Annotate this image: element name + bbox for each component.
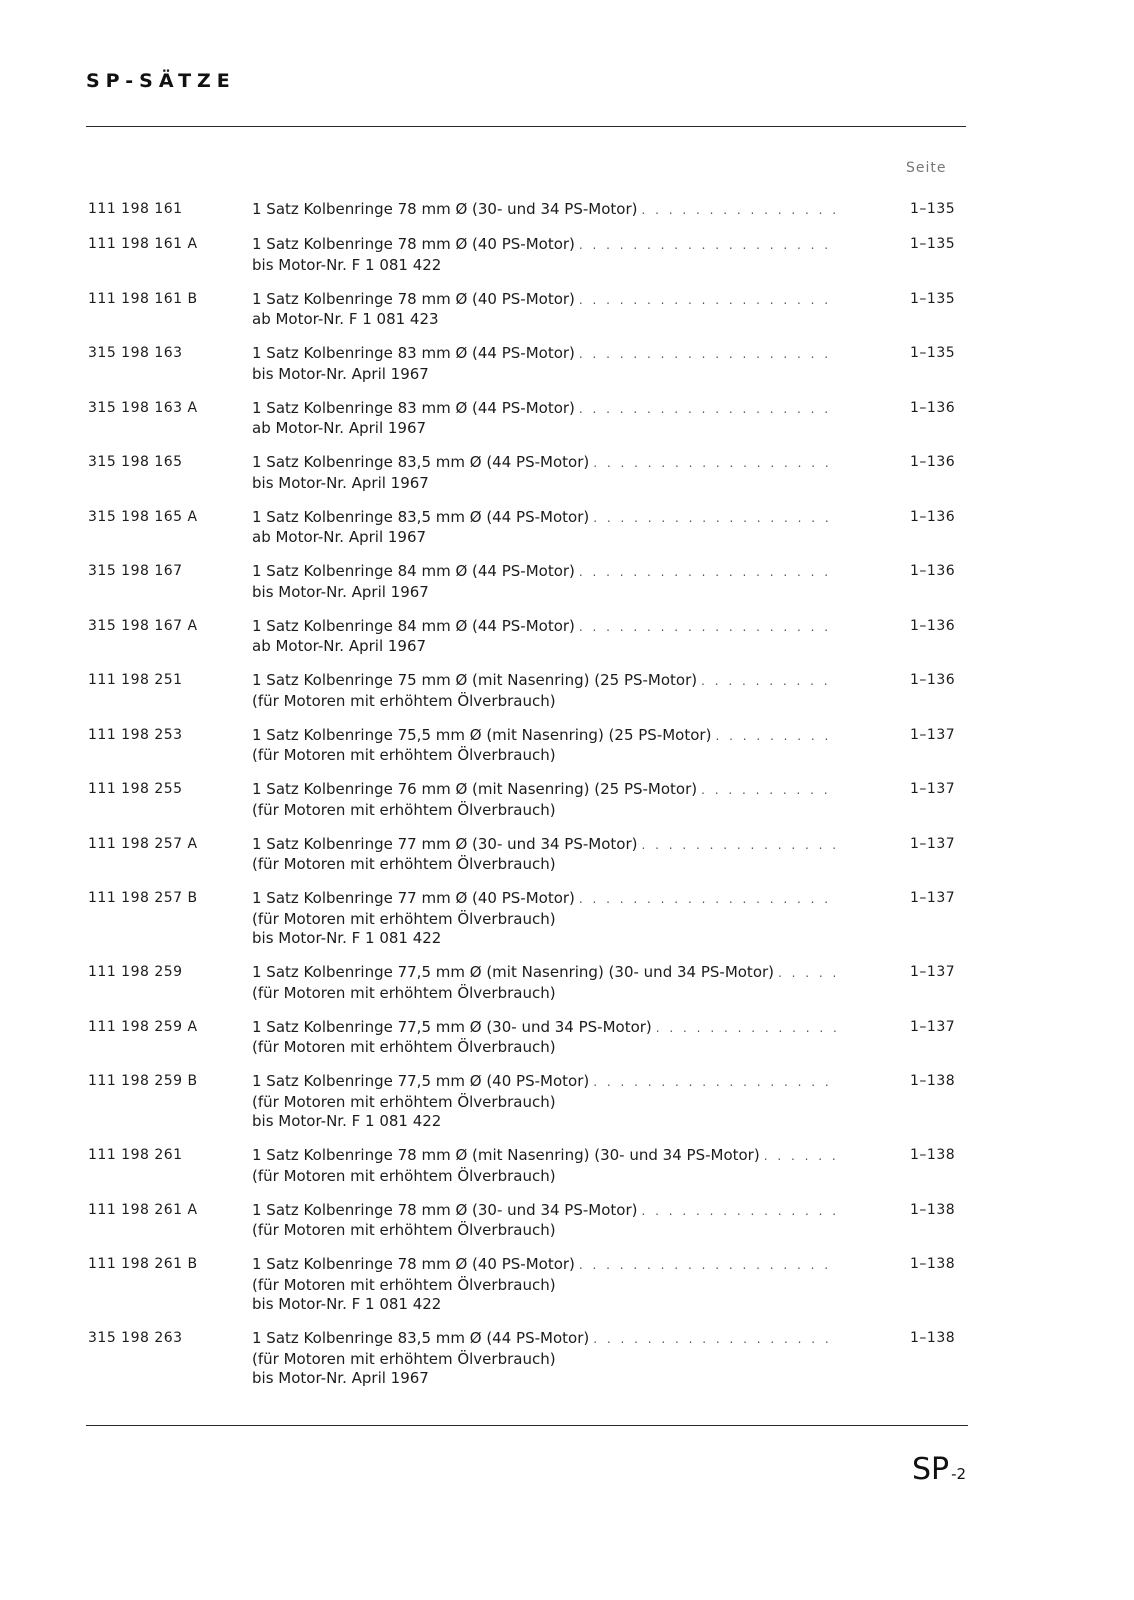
description-text: 1 Satz Kolbenringe 75 mm Ø (mit Nasenring) (25 PS-Motor) bbox=[252, 671, 698, 689]
part-description bbox=[252, 200, 837, 221]
part-description bbox=[252, 235, 837, 275]
part-number: 111 198 251 bbox=[88, 672, 183, 688]
part-number: 111 198 161 bbox=[88, 201, 183, 217]
dot-leader bbox=[637, 1202, 837, 1222]
part-description bbox=[252, 671, 837, 711]
page-reference: 1–136 bbox=[910, 617, 956, 634]
description-note: bis Motor-Nr. April 1967 bbox=[252, 582, 429, 601]
description-text: 1 Satz Kolbenringe 78 mm Ø (mit Nasenring) (30- und 34 PS-Motor) bbox=[252, 1146, 760, 1164]
part-description bbox=[252, 1072, 837, 1132]
description-note: bis Motor-Nr. F 1 081 422 bbox=[252, 1112, 442, 1130]
description-note: (für Motoren mit erhöhtem Ölverbrauch) bbox=[252, 1166, 556, 1185]
part-description bbox=[252, 889, 837, 949]
description-note: bis Motor-Nr. April 1967 bbox=[252, 1369, 429, 1387]
part-description bbox=[252, 780, 837, 820]
description-text: 1 Satz Kolbenringe 83 mm Ø (44 PS-Motor) bbox=[252, 344, 575, 362]
page-reference: 1–137 bbox=[910, 835, 956, 852]
description-text: 1 Satz Kolbenringe 76 mm Ø (mit Nasenring) (25 PS-Motor) bbox=[252, 780, 698, 798]
description-text: 1 Satz Kolbenringe 78 mm Ø (40 PS-Motor) bbox=[252, 289, 575, 308]
part-number: 111 198 259 bbox=[88, 964, 183, 980]
description-note: bis Motor-Nr. F 1 081 422 bbox=[252, 1295, 442, 1313]
part-number: 111 198 261 B bbox=[88, 1256, 198, 1272]
part-number: 111 198 257 A bbox=[88, 835, 198, 852]
page-reference: 1–136 bbox=[910, 672, 956, 688]
page-reference: 1–135 bbox=[910, 345, 956, 361]
dot-leader bbox=[575, 236, 837, 256]
description-note: (für Motoren mit erhöhtem Ölverbrauch) bbox=[252, 691, 556, 710]
description-note: bis Motor-Nr. F 1 081 422 bbox=[252, 255, 442, 274]
part-description bbox=[252, 835, 837, 875]
part-number: 111 198 161 B bbox=[88, 290, 198, 307]
part-description bbox=[252, 1255, 837, 1315]
page-reference: 1–137 bbox=[910, 726, 956, 743]
page-reference: 1–137 bbox=[910, 1018, 956, 1035]
description-note: (für Motoren mit erhöhtem Ölverbrauch) bbox=[252, 746, 556, 764]
page-reference: 1–135 bbox=[910, 201, 956, 217]
part-description bbox=[252, 399, 837, 439]
description-text: 1 Satz Kolbenringe 83,5 mm Ø (44 PS-Motor) bbox=[252, 507, 590, 526]
description-text: 1 Satz Kolbenringe 78 mm Ø (30- und 34 PS-Motor) bbox=[252, 200, 638, 218]
dot-leader bbox=[652, 1019, 837, 1039]
header-divider bbox=[86, 126, 966, 127]
dot-leader bbox=[637, 201, 837, 221]
part-description bbox=[252, 617, 837, 657]
description-text: 1 Satz Kolbenringe 83,5 mm Ø (44 PS-Motor) bbox=[252, 453, 590, 471]
dot-leader bbox=[589, 1073, 837, 1093]
description-note: (für Motoren mit erhöhtem Ölverbrauch) bbox=[252, 1221, 556, 1239]
dot-leader bbox=[697, 781, 837, 801]
description-note: (für Motoren mit erhöhtem Ölverbrauch) bbox=[252, 855, 556, 873]
part-description bbox=[252, 1018, 837, 1058]
description-text: 1 Satz Kolbenringe 84 mm Ø (44 PS-Motor) bbox=[252, 562, 575, 580]
part-number: 315 198 163 A bbox=[88, 399, 198, 416]
page-reference: 1–138 bbox=[910, 1201, 956, 1218]
page-reference: 1–138 bbox=[910, 1330, 956, 1346]
description-text: 1 Satz Kolbenringe 78 mm Ø (40 PS-Motor) bbox=[252, 1255, 575, 1273]
description-note: (für Motoren mit erhöhtem Ölverbrauch) bbox=[252, 983, 556, 1002]
dot-leader bbox=[575, 345, 837, 365]
part-number: 111 198 259 B bbox=[88, 1073, 198, 1089]
page-reference: 1–138 bbox=[910, 1256, 956, 1272]
page-reference: 1–136 bbox=[910, 508, 956, 525]
part-description bbox=[252, 1329, 837, 1389]
part-description bbox=[252, 453, 837, 493]
description-text: 1 Satz Kolbenringe 75,5 mm Ø (mit Nasenring) (25 PS-Motor) bbox=[252, 725, 712, 744]
dot-leader bbox=[711, 727, 837, 747]
description-note: ab Motor-Nr. April 1967 bbox=[252, 528, 427, 546]
dot-leader bbox=[589, 454, 837, 474]
part-number: 111 198 255 bbox=[88, 781, 183, 797]
part-description bbox=[252, 562, 837, 602]
dot-leader bbox=[575, 618, 837, 638]
description-text: 1 Satz Kolbenringe 84 mm Ø (44 PS-Motor) bbox=[252, 616, 575, 635]
description-text: 1 Satz Kolbenringe 77 mm Ø (30- und 34 PS-Motor) bbox=[252, 834, 638, 853]
page-reference: 1–137 bbox=[910, 781, 956, 797]
description-note: (für Motoren mit erhöhtem Ölverbrauch) bbox=[252, 1092, 556, 1111]
part-number: 315 198 167 bbox=[88, 563, 183, 579]
page-reference: 1–137 bbox=[910, 890, 956, 906]
page-column-heading: Seite bbox=[906, 160, 947, 176]
description-note: (für Motoren mit erhöhtem Ölverbrauch) bbox=[252, 1349, 556, 1368]
part-number: 315 198 163 bbox=[88, 345, 183, 361]
description-text: 1 Satz Kolbenringe 78 mm Ø (30- und 34 PS-Motor) bbox=[252, 1200, 638, 1219]
page-reference: 1–136 bbox=[910, 454, 956, 470]
description-note: bis Motor-Nr. F 1 081 422 bbox=[252, 929, 442, 947]
description-note: (für Motoren mit erhöhtem Ölverbrauch) bbox=[252, 909, 556, 928]
part-number: 111 198 253 bbox=[88, 726, 183, 743]
dot-leader bbox=[575, 890, 837, 910]
dot-leader bbox=[774, 964, 837, 984]
part-number: 315 198 263 bbox=[88, 1330, 183, 1346]
part-number: 111 198 259 A bbox=[88, 1018, 198, 1035]
part-description bbox=[252, 963, 837, 1003]
part-number: 315 198 165 A bbox=[88, 508, 198, 525]
page-reference: 1–136 bbox=[910, 399, 956, 416]
part-number: 111 198 261 A bbox=[88, 1201, 198, 1218]
description-text: 1 Satz Kolbenringe 77,5 mm Ø (40 PS-Motor) bbox=[252, 1072, 590, 1090]
description-text: 1 Satz Kolbenringe 77,5 mm Ø (30- und 34 PS-Motor) bbox=[252, 1017, 652, 1036]
description-note: (für Motoren mit erhöhtem Ölverbrauch) bbox=[252, 800, 556, 819]
part-number: 315 198 167 A bbox=[88, 617, 198, 634]
dot-leader bbox=[589, 509, 837, 529]
part-number: 111 198 261 bbox=[88, 1147, 183, 1163]
dot-leader bbox=[575, 563, 837, 583]
description-note: (für Motoren mit erhöhtem Ölverbrauch) bbox=[252, 1275, 556, 1294]
part-description bbox=[252, 508, 837, 548]
part-number: 111 198 161 A bbox=[88, 236, 198, 252]
dot-leader bbox=[637, 836, 837, 856]
part-number: 111 198 257 B bbox=[88, 890, 198, 906]
description-note: bis Motor-Nr. April 1967 bbox=[252, 364, 429, 383]
part-description bbox=[252, 344, 837, 384]
page-reference: 1–136 bbox=[910, 563, 956, 579]
page-reference: 1–137 bbox=[910, 964, 956, 980]
page-suffix: -2 bbox=[951, 1465, 967, 1483]
part-description bbox=[252, 1146, 837, 1186]
dot-leader bbox=[697, 672, 837, 692]
dot-leader bbox=[760, 1147, 837, 1167]
footer-divider bbox=[86, 1425, 968, 1426]
description-note: ab Motor-Nr. April 1967 bbox=[252, 419, 427, 437]
description-note: ab Motor-Nr. April 1967 bbox=[252, 637, 427, 655]
description-note: bis Motor-Nr. April 1967 bbox=[252, 473, 429, 492]
description-text: 1 Satz Kolbenringe 83 mm Ø (44 PS-Motor) bbox=[252, 398, 575, 417]
dot-leader bbox=[575, 291, 837, 311]
page-reference: 1–135 bbox=[910, 236, 956, 252]
part-description bbox=[252, 290, 837, 330]
page-code: SP bbox=[912, 1452, 950, 1487]
description-note: ab Motor-Nr. F 1 081 423 bbox=[252, 310, 439, 328]
part-description bbox=[252, 726, 837, 766]
part-description bbox=[252, 1201, 837, 1241]
description-text: 1 Satz Kolbenringe 77,5 mm Ø (mit Nasenring) (30- und 34 PS-Motor) bbox=[252, 963, 775, 981]
dot-leader bbox=[589, 1330, 837, 1350]
part-number: 315 198 165 bbox=[88, 454, 183, 470]
description-text: 1 Satz Kolbenringe 78 mm Ø (40 PS-Motor) bbox=[252, 235, 575, 253]
description-text: 1 Satz Kolbenringe 77 mm Ø (40 PS-Motor) bbox=[252, 889, 575, 907]
page-title: SP-SÄTZE bbox=[86, 70, 236, 92]
page-reference: 1–138 bbox=[910, 1073, 956, 1089]
dot-leader bbox=[575, 1256, 837, 1276]
description-text: 1 Satz Kolbenringe 83,5 mm Ø (44 PS-Motor) bbox=[252, 1329, 590, 1347]
page-reference: 1–138 bbox=[910, 1147, 956, 1163]
dot-leader bbox=[575, 400, 837, 420]
page-reference: 1–135 bbox=[910, 290, 956, 307]
page-number bbox=[912, 1452, 966, 1487]
description-note: (für Motoren mit erhöhtem Ölverbrauch) bbox=[252, 1038, 556, 1056]
